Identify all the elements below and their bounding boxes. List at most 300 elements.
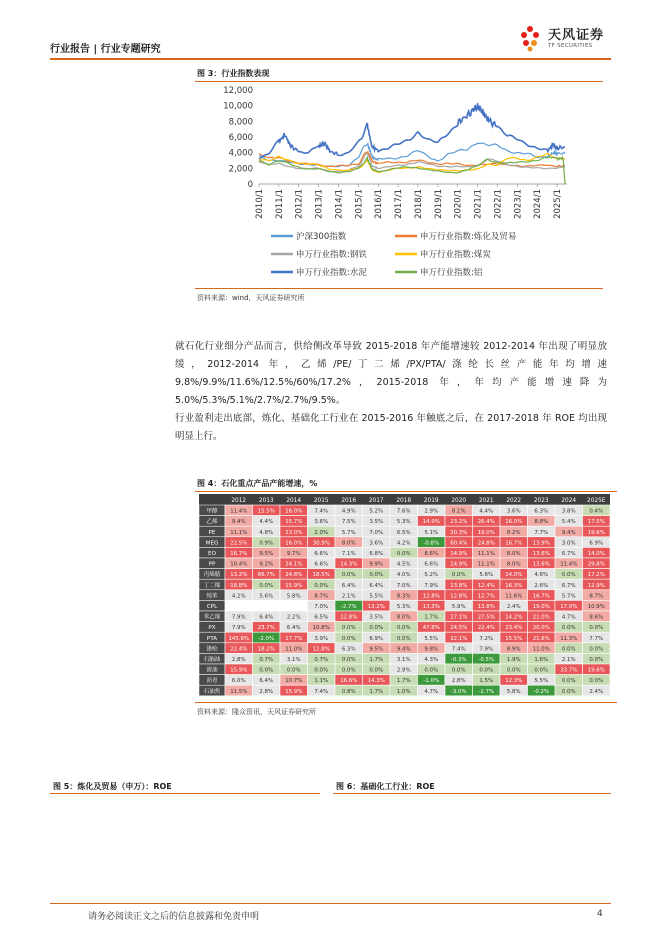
heatmap-cell-value: 13.8% <box>450 582 468 589</box>
heatmap-cell-value: 13.2% <box>367 604 385 610</box>
legend-label: 申万行业指数:铝 <box>420 268 483 278</box>
heatmap-cell-value: 15.5% <box>505 635 523 642</box>
heatmap-cell-value: 3.1% <box>396 657 411 663</box>
heatmap-cell-value: 7.9% <box>231 625 246 632</box>
heatmap-cell-value: 60.4% <box>450 540 468 547</box>
x-tick-label: 2025/1 <box>553 189 564 219</box>
fig3-bottom-rule <box>195 288 603 289</box>
heatmap-cell-value: -2.0% <box>258 635 275 642</box>
heatmap-cell-value: -0.2% <box>533 688 550 695</box>
heatmap-cell-value: 5.5% <box>369 593 384 600</box>
fig3-top-rule <box>195 81 603 82</box>
heatmap-cell-value: 0.9% <box>259 540 274 547</box>
heatmap-cell-value: 9.2% <box>259 561 274 568</box>
heatmap-cell-value: 12.8% <box>340 614 358 621</box>
heatmap-cell-value: 1.9% <box>506 657 521 663</box>
heatmap-cell-value: 0.0% <box>341 572 356 579</box>
heatmap-cell-value: 14.2% <box>505 614 523 621</box>
heatmap-column-header: 2012 <box>231 498 247 504</box>
heatmap-row-label: 甲醇 <box>206 508 218 515</box>
heatmap-cell-value: 22.4% <box>477 625 495 632</box>
heatmap-cell-value: 0.0% <box>561 678 576 685</box>
heatmap-cell-value: 7.9% <box>231 614 246 621</box>
heatmap-cell-value: -2.7% <box>478 688 495 695</box>
heatmap-cell-value: 0.0% <box>561 646 576 653</box>
heatmap-cell-value: 4.4% <box>479 508 494 515</box>
heatmap-row-label: 纯苯 <box>206 593 218 600</box>
heatmap-cell-value: 2.8% <box>259 688 274 695</box>
heatmap-cell-value: 0.0% <box>369 667 384 674</box>
heatmap-cell-value: 0.0% <box>341 625 356 632</box>
heatmap-cell-value: 19.0% <box>477 529 495 536</box>
x-tick-label: 2012/1 <box>294 189 305 219</box>
fig4-title: 图 4：石化重点产品产能增速，% <box>197 479 318 488</box>
heatmap-cell-value: 5.7% <box>561 593 576 600</box>
heatmap-cell-value: 5.3% <box>396 519 411 526</box>
heatmap-cell-value: 24.1% <box>285 561 303 568</box>
heatmap-cell-value: 2.8% <box>451 678 466 685</box>
fig5-rule <box>50 793 320 794</box>
heatmap-cell-value: 8.0% <box>506 551 521 557</box>
heatmap-row-label: EO <box>208 551 216 557</box>
page-number: 4 <box>597 909 603 919</box>
heatmap-cell-value: 6.7% <box>561 582 576 589</box>
heatmap-cell-value: 1.1% <box>314 678 329 685</box>
heatmap-cell-value: 4.2% <box>396 540 411 547</box>
heatmap-cell-value: 0.0% <box>341 657 356 663</box>
heatmap-cell-value: 12.8% <box>450 593 468 600</box>
heatmap-cell-value: 7.9% <box>424 582 439 589</box>
heatmap-cell-value: 12.8% <box>312 646 330 653</box>
heatmap-cell-value: 13.6% <box>532 561 550 568</box>
heatmap-cell-value: 11.1% <box>477 551 495 557</box>
heatmap-cell-value: 0.0% <box>369 572 384 579</box>
heatmap-cell-value: 13.9% <box>532 540 550 547</box>
heatmap-cell-value: 1.7% <box>369 657 384 663</box>
heatmap-cell-value: 11.4% <box>230 508 248 515</box>
heatmap-cell-value: 3.8% <box>561 508 576 515</box>
heatmap-row-label: 石脑油 <box>203 657 221 663</box>
y-tick-label: 10,000 <box>223 101 253 112</box>
heatmap-cell-value: 1.7% <box>424 614 439 621</box>
y-tick-label: 2,000 <box>228 164 253 175</box>
heatmap-cell-value: 2.9% <box>396 667 411 674</box>
x-tick-label: 2011/1 <box>274 189 285 219</box>
heatmap-cell-value: 7.2% <box>479 635 494 642</box>
heatmap-cell-value: 6.6% <box>314 551 329 557</box>
heatmap-cell-value: 29.8% <box>587 561 605 568</box>
heatmap-cell-value: 7.1% <box>341 551 356 557</box>
heatmap-cell-value: 15.5% <box>257 508 275 515</box>
heatmap-row-label: PTA <box>206 635 218 642</box>
heatmap-column-header: 2021 <box>478 498 494 504</box>
heatmap-cell-value: 3.6% <box>314 519 329 526</box>
heatmap-row-label: CPL <box>206 604 218 610</box>
heatmap-cell-value: 14.3% <box>340 561 358 568</box>
heatmap-cell-value: 6.4% <box>259 614 274 621</box>
heatmap-cell-value: 9.5% <box>259 551 274 557</box>
heatmap-cell-value: 24.8% <box>477 540 495 547</box>
heatmap-cell-value: 3.0% <box>561 540 576 547</box>
heatmap-cell-value: 0.0% <box>396 635 411 642</box>
heatmap-cell-value: 13.6% <box>532 551 550 557</box>
heatmap-cell-value: 14.0% <box>505 572 523 579</box>
heatmap-cell-value: 5.4% <box>561 519 576 526</box>
logo-text: 天风证券 <box>548 28 605 43</box>
heatmap-row-label: PX <box>208 625 216 632</box>
heatmap-cell-value: 11.1% <box>477 561 495 568</box>
heatmap-column-header: 2015 <box>313 498 329 504</box>
legend-label: 申万行业指数:水泥 <box>296 268 367 278</box>
heatmap-cell-value: 12.4% <box>477 582 495 589</box>
y-tick-label: 8,000 <box>228 117 253 128</box>
legend-label: 申万行业指数:钢铁 <box>296 250 367 260</box>
heatmap-cell-value: 0.0% <box>369 625 384 632</box>
heatmap-cell-value: 16.0% <box>285 540 303 547</box>
heatmap-cell-value: 7.4% <box>451 646 466 653</box>
heatmap-cell-value: 6.3% <box>341 646 356 653</box>
heatmap-cell-value: 10.8% <box>312 625 330 632</box>
heatmap-cell <box>253 600 281 611</box>
heatmap-row-label: 沥青 <box>206 678 218 685</box>
x-tick-label: 2014/1 <box>334 189 345 219</box>
heatmap-cell-value: 2.1% <box>341 593 356 600</box>
fig3-source: 资料来源：wind，天风证券研究所 <box>197 294 305 302</box>
heatmap-cell-value: 7.0% <box>369 529 384 536</box>
heatmap-cell-value: 6.5% <box>314 614 329 621</box>
heatmap-cell-value: 5.3% <box>396 604 411 610</box>
heatmap-cell-value: -0.8% <box>423 540 440 547</box>
heatmap-cell-value: 3.6% <box>369 540 384 547</box>
heatmap-cell-value: 0.0% <box>314 667 329 674</box>
heatmap-cell-value: 21.6% <box>532 635 550 642</box>
x-tick-label: 2022/1 <box>493 189 504 219</box>
heatmap-cell-value: 20.0% <box>532 625 550 632</box>
heatmap-cell-value: 26.4% <box>477 519 495 526</box>
heatmap-cell-value: 14.9% <box>422 519 440 526</box>
heatmap-cell-value: 3.5% <box>369 614 384 621</box>
heatmap-cell-value: 18.8% <box>230 582 248 589</box>
heatmap-cell-value: 6.4% <box>259 678 274 685</box>
heatmap-cell-value: 0.0% <box>561 625 576 632</box>
heatmap-cell-value: 0.4% <box>589 508 604 515</box>
heatmap-cell-value: 8.7% <box>314 593 329 600</box>
heatmap-cell-value: 0.0% <box>286 667 301 674</box>
heatmap-cell-value: 8.2% <box>506 529 521 536</box>
heatmap-cell-value: 3.1% <box>286 657 301 663</box>
x-tick-label: 2016/1 <box>374 189 385 219</box>
heatmap-cell-value: 5.9% <box>451 604 466 610</box>
heatmap-cell-value: 4.5% <box>396 561 411 568</box>
heatmap-cell-value: 9.8% <box>424 646 439 653</box>
heatmap-cell-value: 10.7% <box>285 678 303 685</box>
heatmap-cell-value: 4.8% <box>259 529 274 536</box>
heatmap-cell-value: 8.3% <box>396 593 411 600</box>
heatmap-cell-value: 19.6% <box>587 529 605 536</box>
heatmap-cell-value: 8.6% <box>424 551 439 557</box>
heatmap-cell-value: 6.0% <box>231 678 246 685</box>
x-tick-label: 2013/1 <box>314 189 325 219</box>
x-tick-label: 2021/1 <box>473 189 484 219</box>
heatmap-cell-value: 6.9% <box>589 540 604 547</box>
heatmap-cell-value: 6.3% <box>534 508 549 515</box>
heatmap-column-header: 2019 <box>423 498 439 504</box>
heatmap-cell-value: 0.0% <box>506 667 521 674</box>
heatmap-cell-value: 7.0% <box>396 582 411 589</box>
heatmap-cell-value: 20.3% <box>450 529 468 536</box>
heatmap-cell-value: 27.5% <box>477 614 495 621</box>
heatmap-row-label: 苯乙烯 <box>203 614 221 621</box>
heatmap-cell-value: 2.9% <box>424 508 439 515</box>
heatmap-cell-value: 6.6% <box>314 561 329 568</box>
fig3-title: 图 3：行业指数表现 <box>197 69 270 78</box>
heatmap-cell-value: 16.7% <box>230 551 248 557</box>
heatmap-cell-value: 145.6% <box>228 635 250 642</box>
heatmap-cell-value: 12.9% <box>587 582 605 589</box>
heatmap-cell-value: 0.8% <box>341 688 356 695</box>
heatmap-cell-value: 0.0% <box>341 635 356 642</box>
heatmap-cell-value: 0.7% <box>259 657 274 663</box>
heatmap-cell-value: 0.0% <box>589 646 604 653</box>
heatmap-cell-value: 13.0% <box>285 529 303 536</box>
heatmap-cell-value: 7.4% <box>314 508 329 515</box>
x-tick-label: 2017/1 <box>394 189 405 219</box>
heatmap-cell-value: 8.6% <box>589 614 604 621</box>
fig4-bottom-rule <box>195 702 617 703</box>
heatmap-cell-value: 10.9% <box>587 604 605 610</box>
heatmap-row-label: 涤纶 <box>206 646 218 653</box>
heatmap-cell-value: 6.7% <box>561 551 576 557</box>
heatmap-column-header: 2020 <box>451 498 467 504</box>
heatmap-cell-value: 3.6% <box>506 508 521 515</box>
legend-label: 沪深300指数 <box>296 232 347 242</box>
y-tick-label: 4,000 <box>228 148 253 159</box>
paragraph-profit: 行业盈利走出底部，炼化、基础化工行业在 2015-2016 年触底之后，在 2017-2018 年 ROE 均出现明显上行。 <box>175 413 607 442</box>
heatmap-cell-value: 5.5% <box>424 635 439 642</box>
heatmap-cell-value: 16.7% <box>532 593 550 600</box>
heatmap-cell-value: 15.9% <box>285 582 303 589</box>
heatmap-cell-value: 3.5% <box>369 519 384 526</box>
heatmap-cell-value: 0.0% <box>341 667 356 674</box>
heatmap-cell-value: 33.7% <box>560 667 578 674</box>
heatmap-cell-value: 2.4% <box>506 604 521 610</box>
heatmap-cell-value: 1.7% <box>369 688 384 695</box>
heatmap-cell-value: 0.0% <box>396 625 411 632</box>
heatmap-cell-value: 15.9% <box>230 667 248 674</box>
heatmap-cell-value: -0.3% <box>450 657 467 663</box>
heatmap-cell-value: -0.5% <box>478 657 495 663</box>
heatmap-cell-value: -2.7% <box>340 604 357 610</box>
heatmap-cell-value: 8.1% <box>451 508 466 515</box>
heatmap-cell-value: 4.7% <box>561 614 576 621</box>
heatmap-cell-value: 5.1% <box>424 529 439 536</box>
heatmap-cell-value: 14.3% <box>367 678 385 685</box>
paragraph-capacity: 就石化行业细分产品而言，供给侧改革导致 2015-2018 年产能增速较 2012-2014 年出现了明显放缓，2012-2014 年，乙烯/PE/丁二烯/PX/PTA/涤纶长丝产能年均增速 9.8%/9.9%/11.6%/12.5%/60%/17.2%，2015-2018 年，年均产能增速降为 5.0%/5.3%/5.1%/2.7%/2.7%/9.5%。 <box>175 341 607 406</box>
footer-divider <box>50 903 611 904</box>
heatmap-cell-value: 6.5% <box>396 529 411 536</box>
heatmap-cell-value: 0.0% <box>589 678 604 685</box>
fig5-title: 图 5：炼化及贸易（申万）：ROE <box>53 782 172 791</box>
heatmap-cell-value: 4.2% <box>231 593 246 600</box>
heatmap-cell-value: 2.0% <box>314 529 329 536</box>
heatmap-cell-value: 0.0% <box>259 667 274 674</box>
heatmap-cell-value: 7.5% <box>341 519 356 526</box>
heatmap-cell-value: 15.9% <box>285 688 303 695</box>
heatmap-cell-value: 8.7% <box>589 593 604 600</box>
heatmap-cell-value: 9.5% <box>369 646 384 653</box>
heatmap-cell-value: 9.4% <box>396 646 411 653</box>
heatmap-cell-value: 19.6% <box>587 667 605 674</box>
legend-label: 申万行业指数:煤炭 <box>420 250 491 260</box>
fig6-rule <box>333 793 611 794</box>
heatmap-cell-value: 8.8% <box>534 519 549 526</box>
heatmap-cell-value: 7.0% <box>314 604 329 610</box>
heatmap-cell-value: 2.8% <box>231 657 246 663</box>
x-tick-label: 2024/1 <box>533 189 544 219</box>
heatmap-cell-value: 66.7% <box>257 572 275 579</box>
heatmap-cell-value: 9.7% <box>286 551 301 557</box>
heatmap-cell-value: -1.0% <box>423 678 440 685</box>
heatmap-cell-value: 30.9% <box>312 540 330 547</box>
heatmap-row-label: 丙烯腈 <box>203 572 221 579</box>
heatmap-cell-value: 23.7% <box>257 625 275 632</box>
heatmap-cell-value: 11.0% <box>285 646 303 653</box>
heatmap-cell-value: 1.0% <box>396 688 411 695</box>
heatmap-cell-value: 27.1% <box>450 614 468 621</box>
heatmap-cell-value: 9.9% <box>369 561 384 568</box>
heatmap-cell <box>225 600 253 611</box>
heatmap-cell-value: 17.2% <box>587 572 605 579</box>
heatmap-cell-value: 0.0% <box>479 667 494 674</box>
heatmap-cell-value: 12.7% <box>477 593 495 600</box>
heatmap-cell-value: 7.9% <box>479 646 494 653</box>
heatmap-cell-value: 2.6% <box>534 582 549 589</box>
heatmap-column-header: 2025E <box>587 498 606 504</box>
capacity-heatmap <box>195 494 617 698</box>
heatmap-cell-value: 4.7% <box>424 688 439 695</box>
y-tick-label: 12,000 <box>223 86 253 96</box>
x-tick-label: 2018/1 <box>413 189 424 219</box>
heatmap-cell-value: 8.0% <box>506 561 521 568</box>
heatmap-cell-value: 10.4% <box>230 561 248 568</box>
heatmap-cell-value: 0.0% <box>396 551 411 557</box>
heatmap-row-label: MEG <box>205 540 219 547</box>
heatmap-cell-value: 1.5% <box>479 678 494 685</box>
heatmap-cell-value: 6.8% <box>369 551 384 557</box>
line-chart <box>195 84 603 284</box>
heatmap-cell-value: 16.7% <box>505 540 523 547</box>
heatmap-cell-value: 11.0% <box>532 646 550 653</box>
x-tick-label: 2015/1 <box>354 189 365 219</box>
heatmap-cell-value: 16.0% <box>285 508 303 515</box>
heatmap-row-label: 丁二烯 <box>203 582 221 589</box>
heatmap-cell-value: 18.2% <box>257 646 275 653</box>
heatmap-cell-value: 15.7% <box>285 519 303 526</box>
heatmap-cell-value: 21.0% <box>532 614 550 621</box>
heatmap-cell-value: 4.6% <box>534 572 549 579</box>
heatmap-cell-value: 17.5% <box>587 519 605 526</box>
heatmap-cell-value: 4.4% <box>259 519 274 526</box>
heatmap-row-label: 石油焦 <box>203 688 221 695</box>
report-category: 行业报告 | 行业专题研究 <box>50 44 161 55</box>
heatmap-cell-value: 11.3% <box>560 635 578 642</box>
heatmap-cell-value: -3.0% <box>450 688 467 695</box>
heatmap-cell-value: 5.8% <box>506 688 521 695</box>
heatmap-cell-value: 6.4% <box>341 582 356 589</box>
heatmap-column-header: 2016 <box>341 498 357 504</box>
heatmap-cell-value: 7.4% <box>314 688 329 695</box>
fig4-source: 资料来源：隆众资讯，天风证券研究所 <box>197 708 316 716</box>
heatmap-cell-value: 0.7% <box>314 657 329 663</box>
heatmap-cell-value: 5.7% <box>341 529 356 536</box>
heatmap-column-header: 2014 <box>286 498 302 504</box>
heatmap-cell-value: 0.0% <box>534 667 549 674</box>
heatmap-cell-value: 5.6% <box>259 593 274 600</box>
heatmap-cell-value: 11.4% <box>560 561 578 568</box>
heatmap-row-label: 渣油 <box>206 667 218 674</box>
heatmap-cell-value: 4.9% <box>341 508 356 515</box>
heatmap-cell-value: 14.9% <box>450 561 468 568</box>
disclaimer: 请务必阅读正文之后的信息披露和免责申明 <box>88 912 260 922</box>
heatmap-cell-value: 0.0% <box>451 667 466 674</box>
heatmap-cell-value: 6.9% <box>369 635 384 642</box>
y-tick-label: 6,000 <box>228 133 253 143</box>
heatmap-cell-value: 7.7% <box>589 635 604 642</box>
heatmap-cell-value: 2.4% <box>589 688 604 695</box>
heatmap-cell-value: 0.0% <box>314 582 329 589</box>
heatmap-cell-value: 18.5% <box>312 572 330 579</box>
heatmap-cell-value: 16.6% <box>340 678 358 685</box>
heatmap-cell-value: 11.1% <box>230 529 248 536</box>
heatmap-column-header: 2018 <box>396 498 412 504</box>
heatmap-cell-value: 2.1% <box>561 657 576 663</box>
heatmap-cell-value: 8.0% <box>396 614 411 621</box>
heatmap-cell-value: 6.6% <box>424 561 439 568</box>
heatmap-cell-value: 47.8% <box>422 625 440 632</box>
x-tick-label: 2023/1 <box>513 189 524 219</box>
heatmap-cell-value: 0.0% <box>589 625 604 632</box>
heatmap-cell-value: 24.8% <box>285 572 303 579</box>
heatmap-row-label: PE <box>208 529 216 536</box>
y-tick-label: 0 <box>247 180 253 190</box>
heatmap-cell-value: 5.2% <box>369 508 384 515</box>
logo-subtext: TF SECURITIES <box>548 43 593 49</box>
heatmap-cell-value: 17.7% <box>285 635 303 642</box>
heatmap-cell-value: 11.6% <box>505 593 523 600</box>
series-line <box>259 103 565 159</box>
heatmap-cell-value: 17.0% <box>560 604 578 610</box>
heatmap-cell-value: 5.6% <box>479 572 494 579</box>
heatmap-column-header: 2023 <box>533 498 549 504</box>
heatmap-column-header: 2017 <box>368 498 384 504</box>
heatmap-cell-value: 0.0% <box>424 667 439 674</box>
heatmap-cell-value: 0.0% <box>561 572 576 579</box>
x-tick-label: 2019/1 <box>433 189 444 219</box>
heatmap-cell-value: 9.4% <box>231 519 246 526</box>
x-tick-label: 2020/1 <box>453 189 464 219</box>
heatmap-cell-value: 19.0% <box>532 604 550 610</box>
heatmap-cell-value: 1.7% <box>396 678 411 685</box>
heatmap-cell-value: 2.2% <box>286 614 301 621</box>
heatmap-cell-value: 0.0% <box>259 582 274 589</box>
heatmap-cell-value: 7.7% <box>534 529 549 536</box>
heatmap-cell-value: 22.4% <box>230 646 248 653</box>
heatmap-column-header: 2024 <box>561 498 577 504</box>
heatmap-column-header: 2022 <box>506 498 522 504</box>
heatmap-cell-value: 14.9% <box>450 551 468 557</box>
heatmap-cell-value: 0.0% <box>561 688 576 695</box>
heatmap-cell-value: 12.8% <box>422 593 440 600</box>
